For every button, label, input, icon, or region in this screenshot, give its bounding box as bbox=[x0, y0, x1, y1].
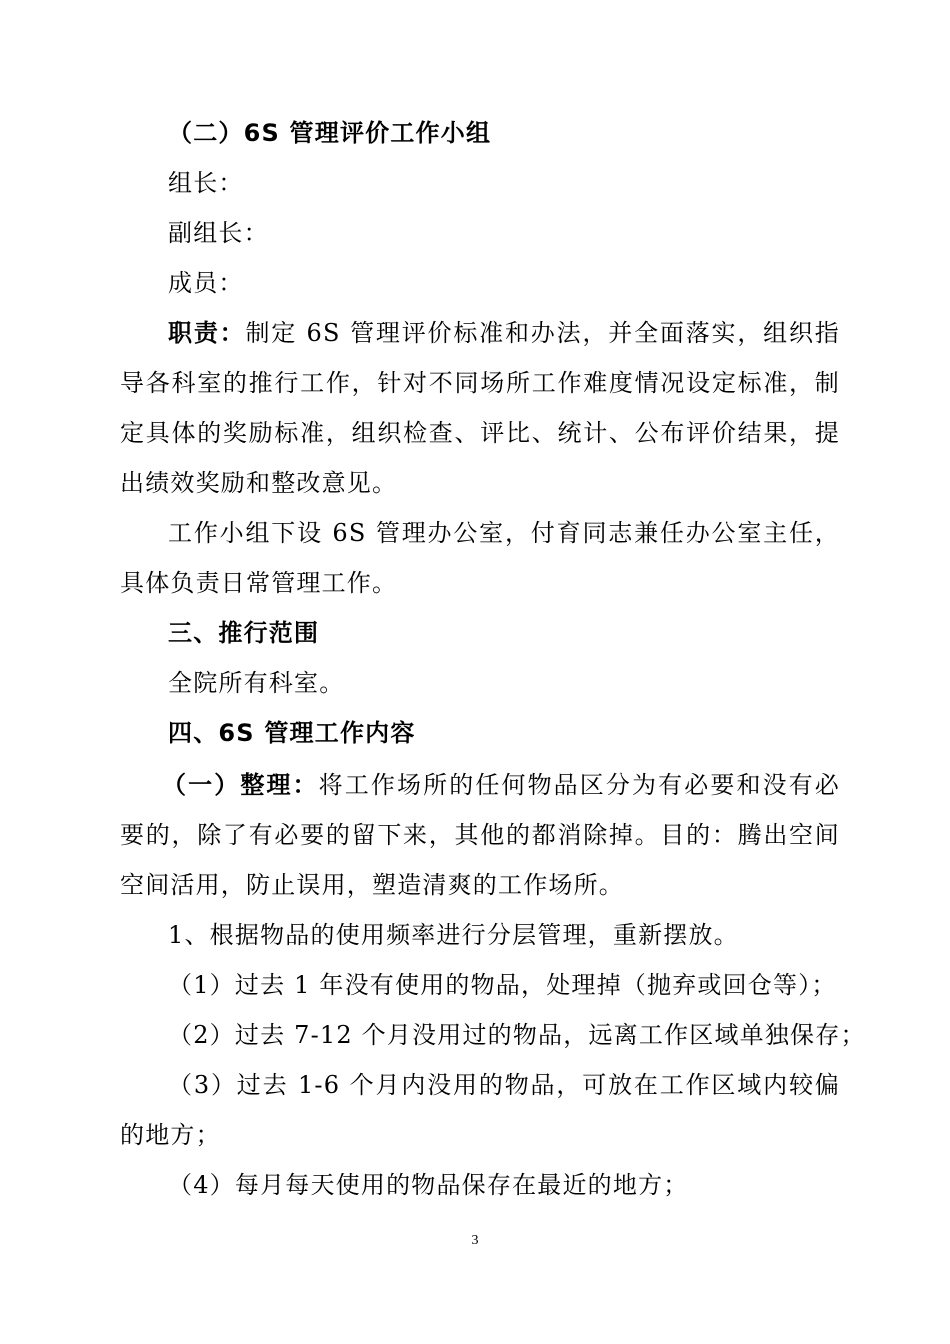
list-item-1-1: （1）过去 1 年没有使用的物品，处理掉（抛弃或回仓等）； bbox=[168, 971, 837, 999]
duty-paragraph-line-1 bbox=[168, 318, 840, 348]
scope-content: 全院所有科室。 bbox=[168, 669, 345, 697]
list-item-1: 1、根据物品的使用频率进行分层管理，重新摆放。 bbox=[168, 921, 739, 949]
sort-text-1: 将工作场所的任何物品区分为有必要和没有必 bbox=[318, 771, 840, 799]
members-line: 成员： bbox=[168, 269, 244, 297]
list-item-1-3-line-1: （3）过去 1-6 个月内没用的物品，可放在工作区域内较偏 bbox=[168, 1071, 840, 1099]
office-paragraph-line-2: 具体负责日常管理工作。 bbox=[120, 569, 398, 597]
deputy-leader-line: 副组长： bbox=[168, 219, 269, 247]
sort-paragraph-line-1 bbox=[162, 770, 840, 800]
duty-label: 职责： bbox=[168, 319, 246, 347]
page-number: 3 bbox=[471, 1233, 479, 1248]
duty-paragraph-line-2: 导各科室的推行工作，针对不同场所工作难度情况设定标准，制 bbox=[120, 369, 840, 397]
section-heading-evaluation-group: （二）6S 管理评价工作小组 bbox=[168, 119, 492, 147]
section-heading-scope: 三、推行范围 bbox=[168, 619, 320, 647]
sort-paragraph-line-2: 要的，除了有必要的留下来，其他的都消除掉。目的：腾出空间 bbox=[120, 821, 840, 849]
group-leader-line: 组长： bbox=[168, 169, 244, 197]
list-item-1-4: （4）每月每天使用的物品保存在最近的地方； bbox=[168, 1171, 689, 1199]
duty-text-1: 制定 6S 管理评价标准和办法，并全面落实，组织指 bbox=[245, 319, 840, 347]
office-paragraph-line-1: 工作小组下设 6S 管理办公室，付育同志兼任办公室主任， bbox=[168, 519, 840, 547]
duty-paragraph-line-3: 定具体的奖励标准，组织检查、评比、统计、公布评价结果，提 bbox=[120, 419, 840, 447]
sort-label: （一）整理： bbox=[162, 771, 319, 799]
section-heading-work-content: 四、6S 管理工作内容 bbox=[168, 719, 416, 747]
list-item-1-3-line-2: 的地方； bbox=[120, 1121, 221, 1149]
sort-paragraph-line-3: 空间活用，防止误用，塑造清爽的工作场所。 bbox=[120, 871, 624, 899]
list-item-1-2: （2）过去 7-12 个月没用过的物品，远离工作区域单独保存； bbox=[168, 1021, 866, 1049]
duty-paragraph-line-4: 出绩效奖励和整改意见。 bbox=[120, 469, 398, 497]
